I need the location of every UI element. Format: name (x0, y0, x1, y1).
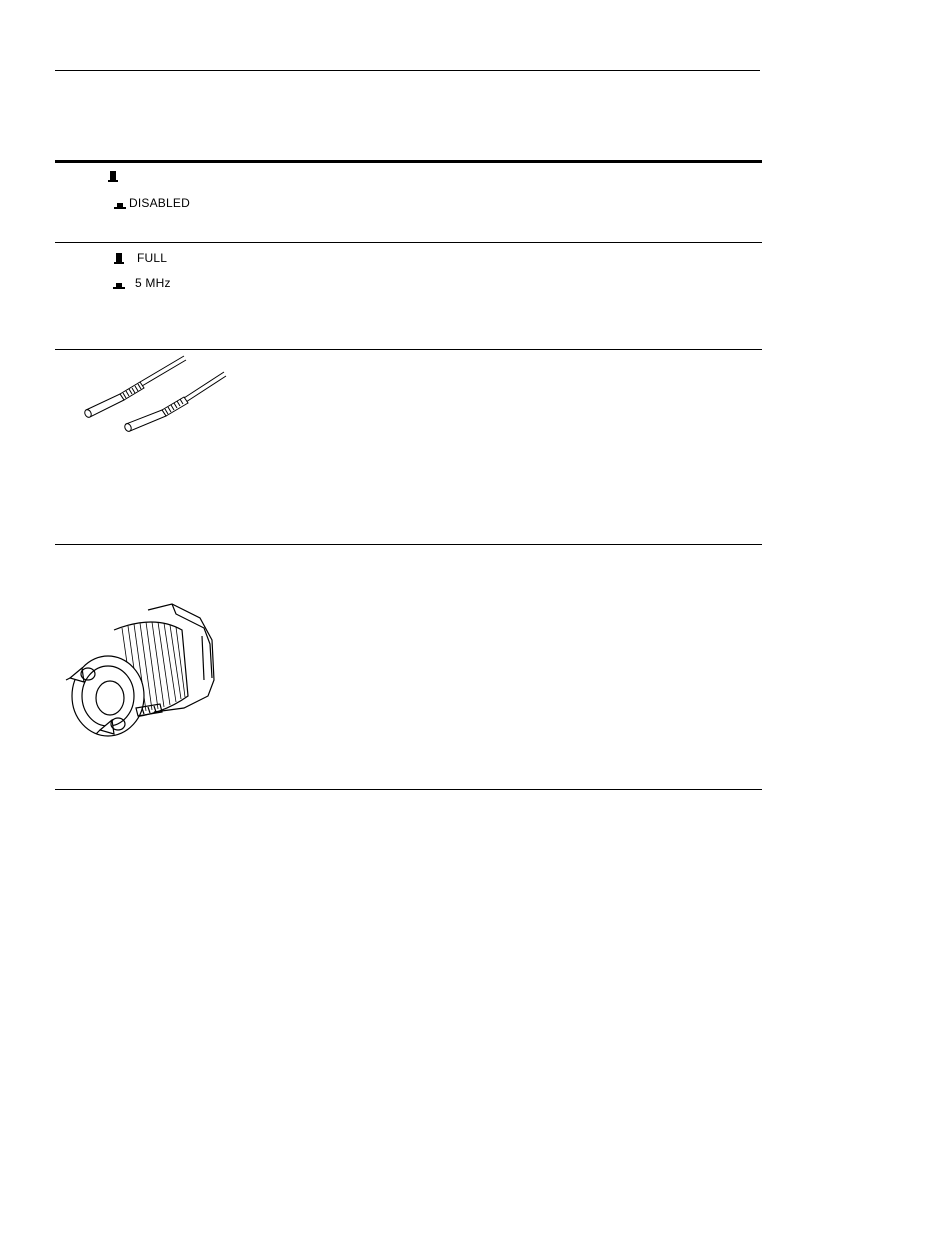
switch-up-label: FULL (137, 251, 168, 265)
button-released-icon (114, 253, 124, 264)
switch-down-label: DISABLED (129, 196, 190, 210)
table-bottom-rule (55, 789, 762, 790)
row-divider-2 (55, 349, 762, 350)
switch-state-up-1 (108, 171, 122, 182)
row-divider-3 (55, 544, 762, 545)
switch-state-down-2 (113, 277, 171, 289)
button-pressed-icon (113, 283, 125, 289)
row-divider-1 (55, 242, 762, 243)
button-released-icon (108, 171, 118, 182)
switch-down-label: 5 MHz (135, 276, 171, 290)
switch-state-down-1 (114, 197, 190, 209)
banana-jack-adapter-icon (64, 600, 224, 740)
table-top-rule (55, 160, 762, 163)
header-rule (55, 70, 760, 71)
switch-state-up-2 (114, 252, 167, 264)
button-pressed-icon (114, 203, 126, 209)
probe-tip-leads-icon (78, 352, 228, 434)
